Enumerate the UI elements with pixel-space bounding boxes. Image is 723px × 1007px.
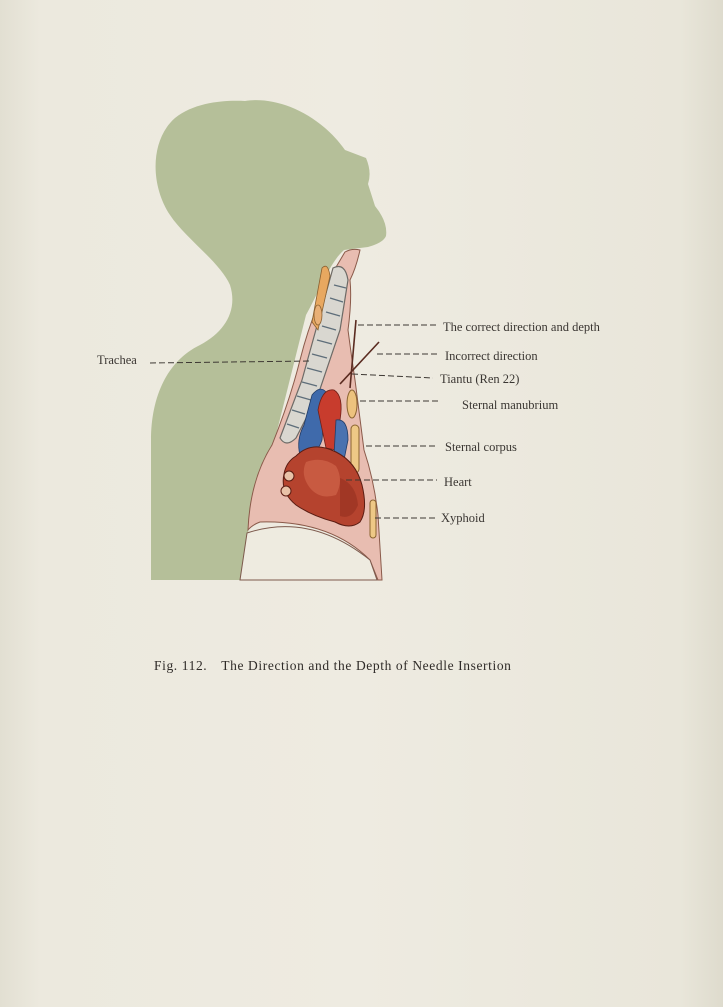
- figure-title: The Direction and the Depth of Needle Insertion: [221, 658, 512, 673]
- vertebra: [314, 305, 322, 325]
- sternal-manubrium-bone: [347, 390, 357, 418]
- label-correct: The correct direction and depth: [443, 320, 600, 334]
- heart-vessel-opening-2: [281, 486, 291, 496]
- label-manubrium: Sternal manubrium: [462, 398, 559, 412]
- figure-number: Fig. 112.: [154, 658, 208, 673]
- label-incorrect: Incorrect direction: [445, 349, 538, 363]
- label-trachea: Trachea: [97, 353, 137, 367]
- heart-vessel-opening-1: [284, 471, 294, 481]
- label-corpus: Sternal corpus: [445, 440, 517, 454]
- xyphoid-bone: [370, 500, 376, 538]
- label-heart: Heart: [444, 475, 472, 489]
- label-tiantu: Tiantu (Ren 22): [440, 372, 520, 386]
- figure-caption: [154, 658, 512, 674]
- label-xyphoid: Xyphoid: [441, 511, 485, 525]
